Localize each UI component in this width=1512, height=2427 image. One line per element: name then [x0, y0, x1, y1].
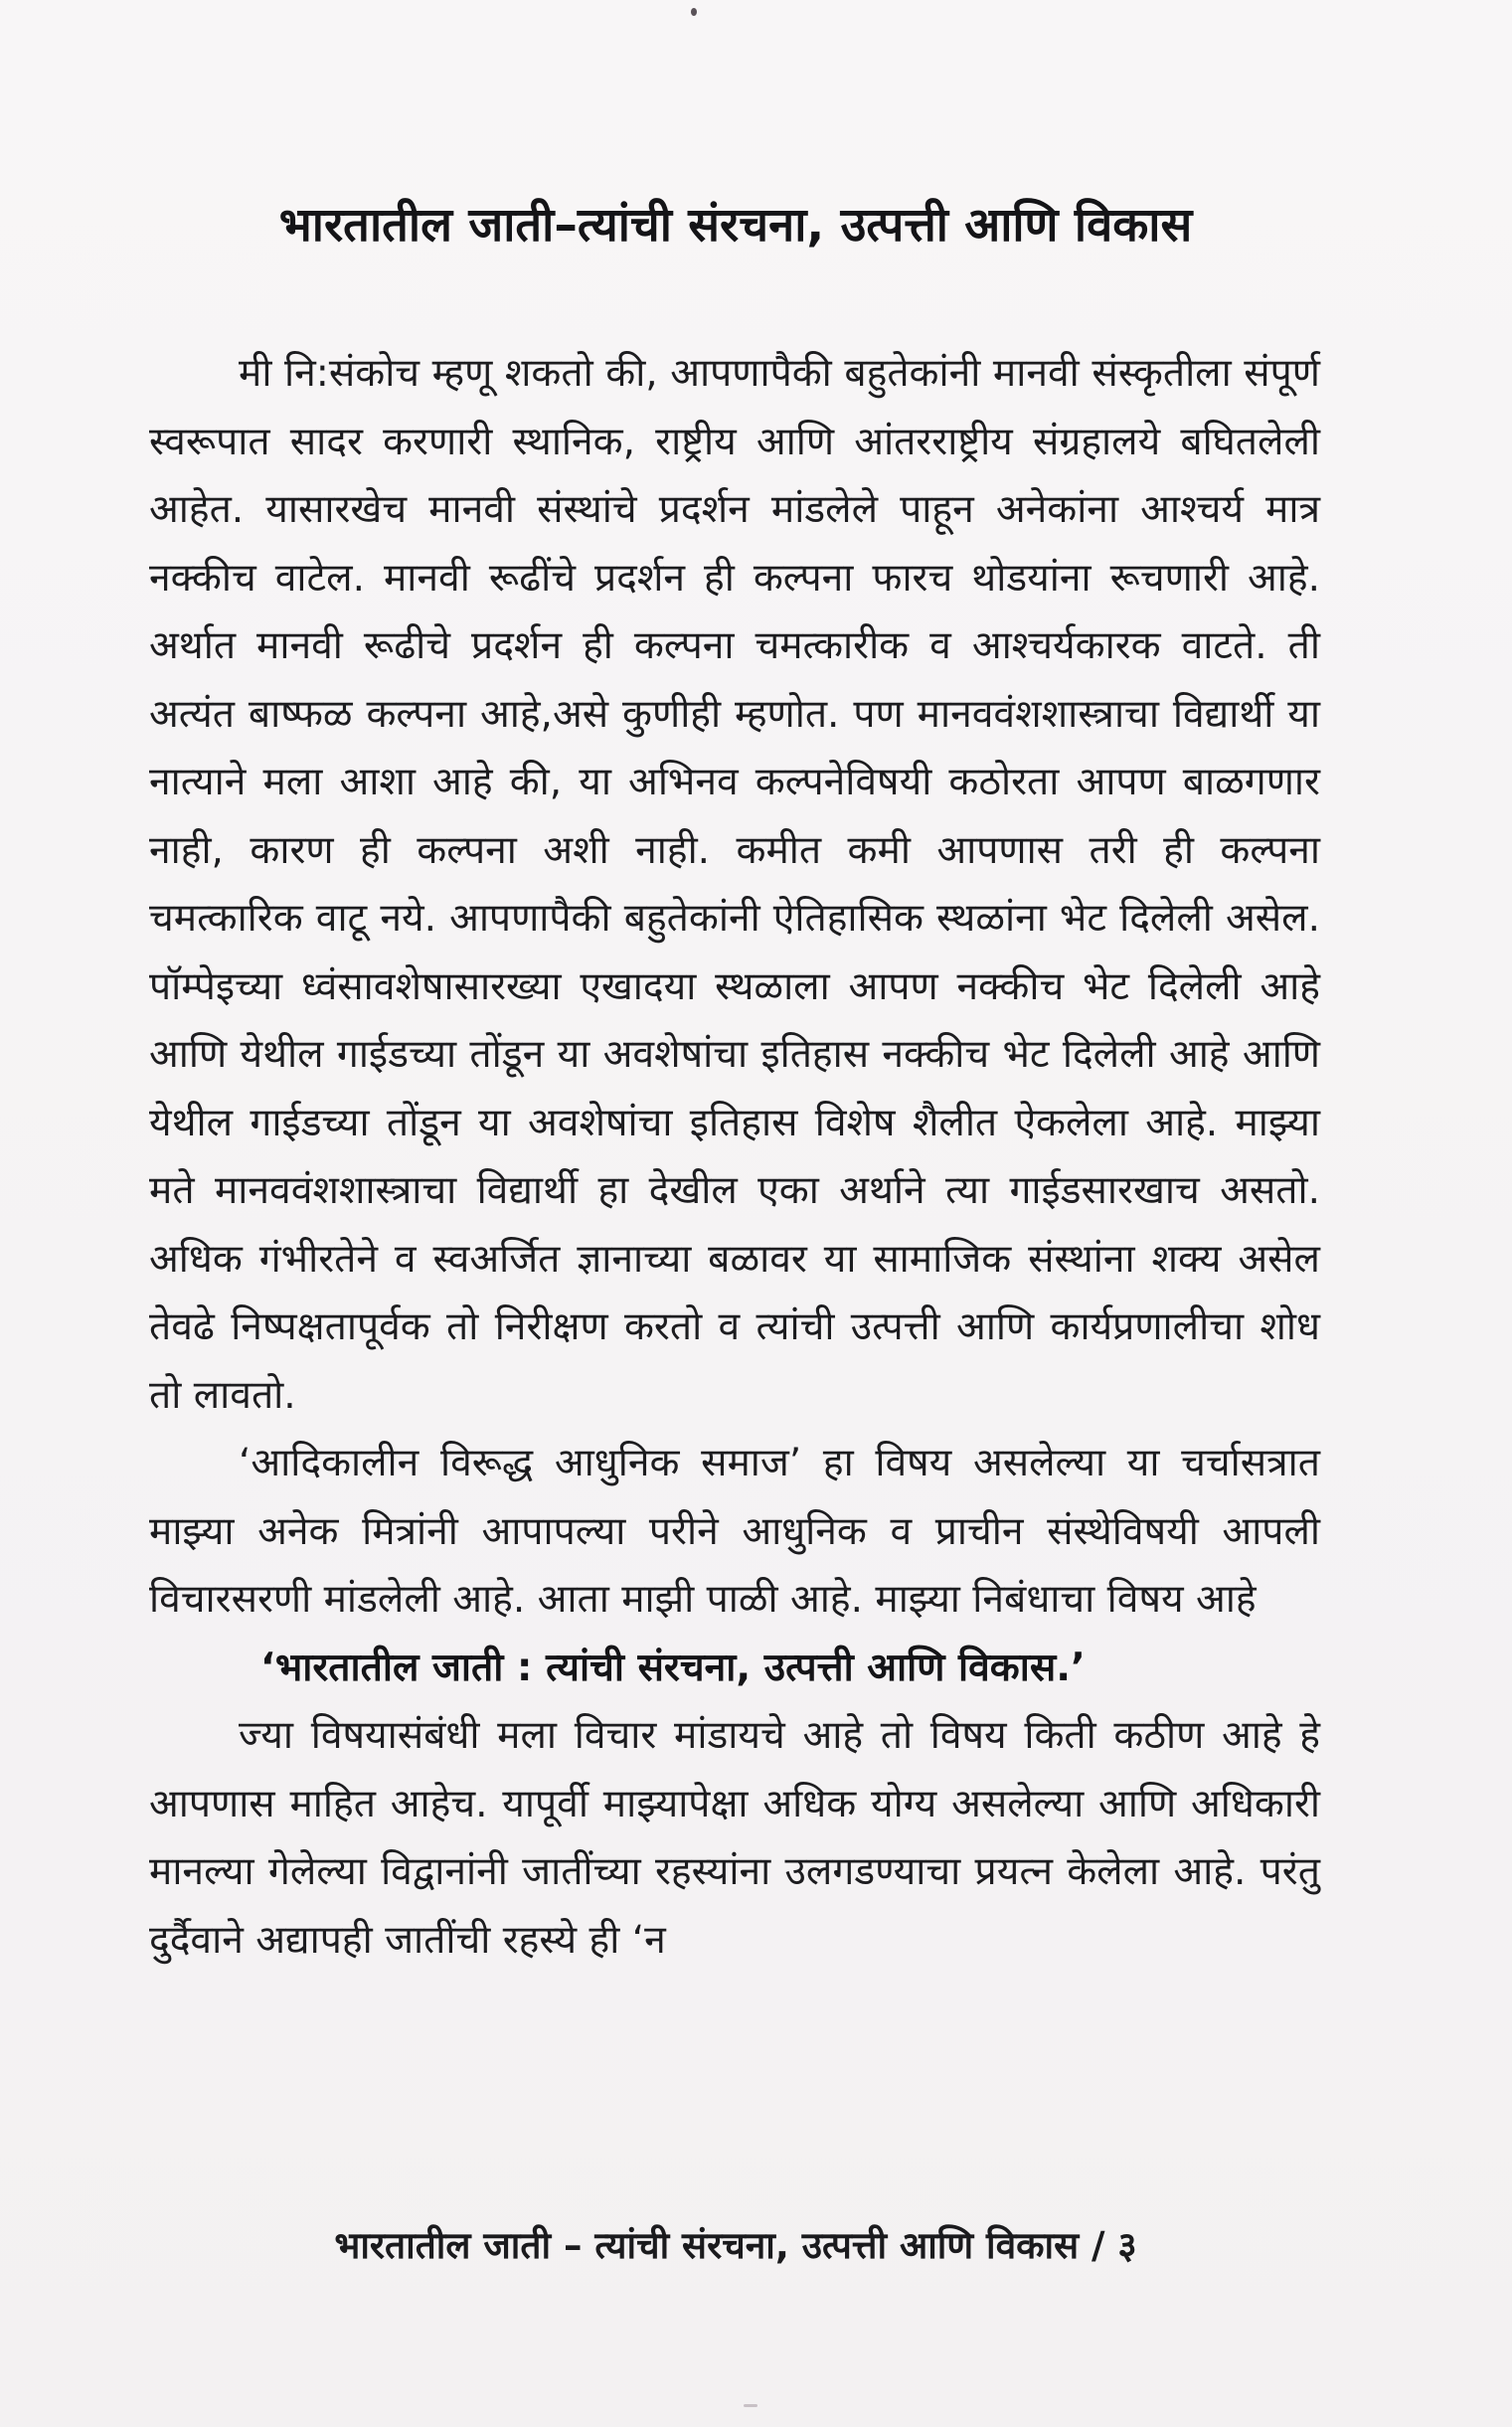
paragraph-2: ‘आदिकालीन विरूद्ध आधुनिक समाज’ हा विषय असलेल्या या चर्चासत्रात माझ्या अनेक मित्रांनी आपापल्या परीने आधुनिक व प्राचीन संस्थेविषयी आपली विचारसरणी मांडलेली आहे. आता माझी पाळी आहे. माझ्या निबंधाचा विषय आहे: [149, 1441, 1320, 1622]
ink-speck-bottom: [744, 2404, 757, 2407]
body-text: [149, 340, 1320, 1975]
paragraph-3: ज्या विषयासंबंधी मला विचार मांडायचे आहे तो विषय किती कठीण आहे हे आपणास माहित आहेच. यापूर्वी माझ्यापेक्षा अधिक योग्य असलेल्या आणि अधिकारी मानल्या गेलेल्या विद्वानांनी जातींच्या रहस्यांना उलगडण्याचा प्रयत्न केलेला आहे. परंतु दुर्दैवाने अद्यापही जातींची रहस्ये ही ‘न: [149, 1713, 1320, 1963]
paragraph-1: मी नि:संकोच म्हणू शकतो की, आपणापैकी बहुतेकांनी मानवी संस्कृतीला संपूर्ण स्वरूपात सादर करणारी स्थानिक, राष्ट्रीय आणि आंतरराष्ट्रीय संग्रहालये बघितलेली आहेत. यासारखेच मानवी संस्थांचे प्रदर्शन मांडलेले पाहून अनेकांना आश्चर्य मात्र नक्कीच वाटेल. मानवी रूढींचे प्रदर्शन ही कल्पना फारच थोडयांना रूचणारी आहे. अर्थात मानवी रूढीचे प्रदर्शन ही कल्पना चमत्कारीक व आश्चर्यकारक वाटते. ती अत्यंत बाष्फळ कल्पना आहे,असे कुणीही म्हणोत. पण मानववंशशास्त्राचा विद्यार्थी या नात्याने मला आशा आहे की, या अभिनव कल्पनेविषयी कठोरता आपण बाळगणार नाही, कारण ही कल्पना अशी नाही. कमीत कमी आपणास तरी ही कल्पना चमत्कारिक वाटू नये. आपणापैकी बहुतेकांनी ऐतिहासिक स्थळांना भेट दिलेली असेल. पॉम्पेइच्या ध्वंसावशेषासारख्या एखादया स्थळाला आपण नक्कीच भेट दिलेली आहे आणि येथील गाईडच्या तोंडून या अवशेषांचा इतिहास नक्कीच भेट दिलेली आहे आणि येथील गाईडच्या तोंडून या अवशेषांचा इतिहास विशेष शैलीत ऐकलेला आहे. माझ्या मते मानववंशशास्त्राचा विद्यार्थी हा देखील एका अर्थाने त्या गाईडसारखाच असतो. अधिक गंभीरतेने व स्वअर्जित ज्ञानाच्या बळावर या सामाजिक संस्थांना शक्य असेल तेवढे निष्पक्षतापूर्वक तो निरीक्षण करतो व त्यांची उत्पत्ती आणि कार्यप्रणालीचा शोध तो लावतो.: [149, 351, 1320, 1418]
essay-subject-heading: ‘भारतातील जाती : त्यांची संरचना, उत्पत्ती आणि विकास.’: [260, 1645, 1086, 1690]
chapter-title: भारतातील जाती–त्यांची संरचना, उत्पत्ती आणि विकास: [278, 198, 1193, 253]
ink-speck: [691, 8, 697, 16]
running-footer: भारतातील जाती – त्यांची संरचना, उत्पत्ती आणि विकास / ३: [334, 2224, 1137, 2267]
